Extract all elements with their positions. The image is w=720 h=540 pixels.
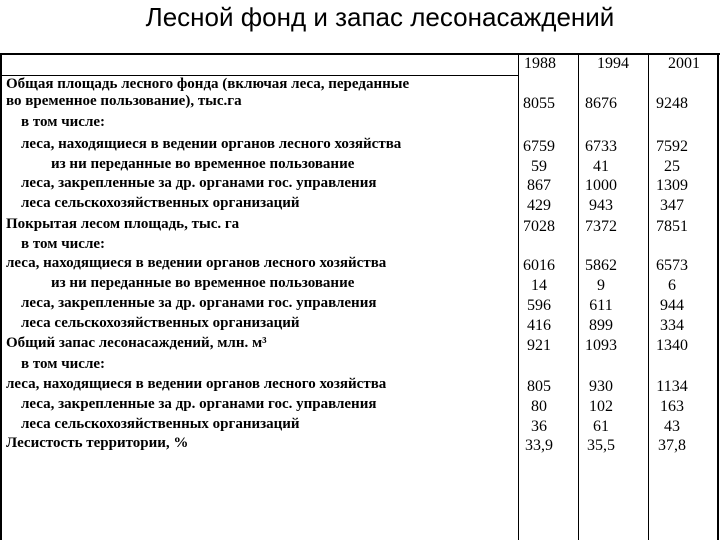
row-label: леса, закрепленные за др. органами гос. управления	[6, 396, 377, 412]
row-value: 899	[589, 317, 613, 334]
row-value: 37,8	[658, 437, 686, 454]
table-left-border	[0, 53, 2, 540]
row-value: 43	[664, 418, 680, 435]
row-value: 33,9	[525, 437, 553, 454]
row-value: 429	[527, 197, 551, 214]
row-value: 6573	[656, 257, 688, 274]
row-value: 1134	[656, 378, 688, 395]
row-value: 80	[531, 398, 547, 415]
row-value: 14	[531, 277, 547, 294]
row-label: леса сельскохозяйственных организаций	[6, 195, 300, 211]
row-value: 347	[660, 197, 684, 214]
row-value: 8055	[523, 95, 555, 112]
row-label: леса, находящиеся в ведении органов лесного хозяйства	[6, 255, 387, 271]
row-value: 7372	[585, 218, 617, 235]
row-value: 1000	[585, 177, 617, 194]
row-value: 9248	[656, 95, 688, 112]
row-label: в том числе:	[6, 114, 106, 130]
row-value: 943	[589, 197, 613, 214]
row-value: 9	[597, 277, 605, 294]
row-value: 1340	[656, 337, 688, 354]
row-label: леса, закрепленные за др. органами гос. управления	[6, 295, 377, 311]
row-value: 7851	[656, 218, 688, 235]
row-value: 36	[531, 418, 547, 435]
row-value: 59	[531, 158, 547, 175]
row-label: леса сельскохозяйственных организаций	[6, 416, 300, 432]
row-label: Общая площадь лесного фонда (включая леса, переданные	[6, 76, 410, 92]
row-label: Покрытая лесом площадь, тыс. га	[6, 216, 240, 232]
row-value: 6	[668, 277, 676, 294]
row-value: 41	[593, 158, 609, 175]
row-value: 6016	[523, 257, 555, 274]
row-value: 944	[660, 297, 684, 314]
year-header-2001: 2001	[668, 55, 700, 72]
row-value: 6733	[585, 138, 617, 155]
row-value: 7028	[523, 218, 555, 235]
row-label: леса, находящиеся в ведении органов лесного хозяйства	[6, 136, 402, 152]
row-value: 805	[527, 378, 551, 395]
row-value: 334	[660, 317, 684, 334]
row-label: леса, находящиеся в ведении органов лесного хозяйства	[6, 376, 387, 392]
row-label: Общий запас лесонасаждений, млн. м³	[6, 335, 267, 351]
row-label: Лесистость территории, %	[6, 435, 189, 451]
row-value: 61	[593, 418, 609, 435]
row-value: 1093	[585, 337, 617, 354]
table-right-border	[717, 53, 719, 540]
forest-fund-table	[0, 52, 720, 540]
row-label: из ни переданные во временное пользование	[6, 275, 355, 291]
row-value: 416	[527, 317, 551, 334]
year-header-1988: 1988	[524, 55, 556, 72]
row-value: 7592	[656, 138, 688, 155]
row-value: 8676	[585, 95, 617, 112]
row-value: 867	[527, 177, 551, 194]
row-label: в том числе:	[6, 236, 106, 252]
row-value: 6759	[523, 138, 555, 155]
row-label: из ни переданные во временное пользование	[6, 156, 355, 172]
row-value: 921	[527, 337, 551, 354]
row-label: в том числе:	[6, 356, 106, 372]
row-value: 25	[664, 158, 680, 175]
page-title: Лесной фонд и запас лесонасаждений	[145, 2, 615, 32]
row-value: 1309	[656, 177, 688, 194]
row-label: во временное пользование), тыс.га	[6, 93, 242, 109]
row-value: 102	[589, 398, 613, 415]
row-value: 35,5	[587, 437, 615, 454]
row-value: 596	[527, 297, 551, 314]
row-value: 163	[660, 398, 684, 415]
year-header-1994: 1994	[597, 55, 629, 72]
row-label: леса, закрепленные за др. органами гос. управления	[6, 175, 377, 191]
row-value: 930	[589, 378, 613, 395]
row-value: 611	[589, 297, 613, 314]
row-value: 5862	[585, 257, 617, 274]
row-label: леса сельскохозяйственных организаций	[6, 315, 300, 331]
